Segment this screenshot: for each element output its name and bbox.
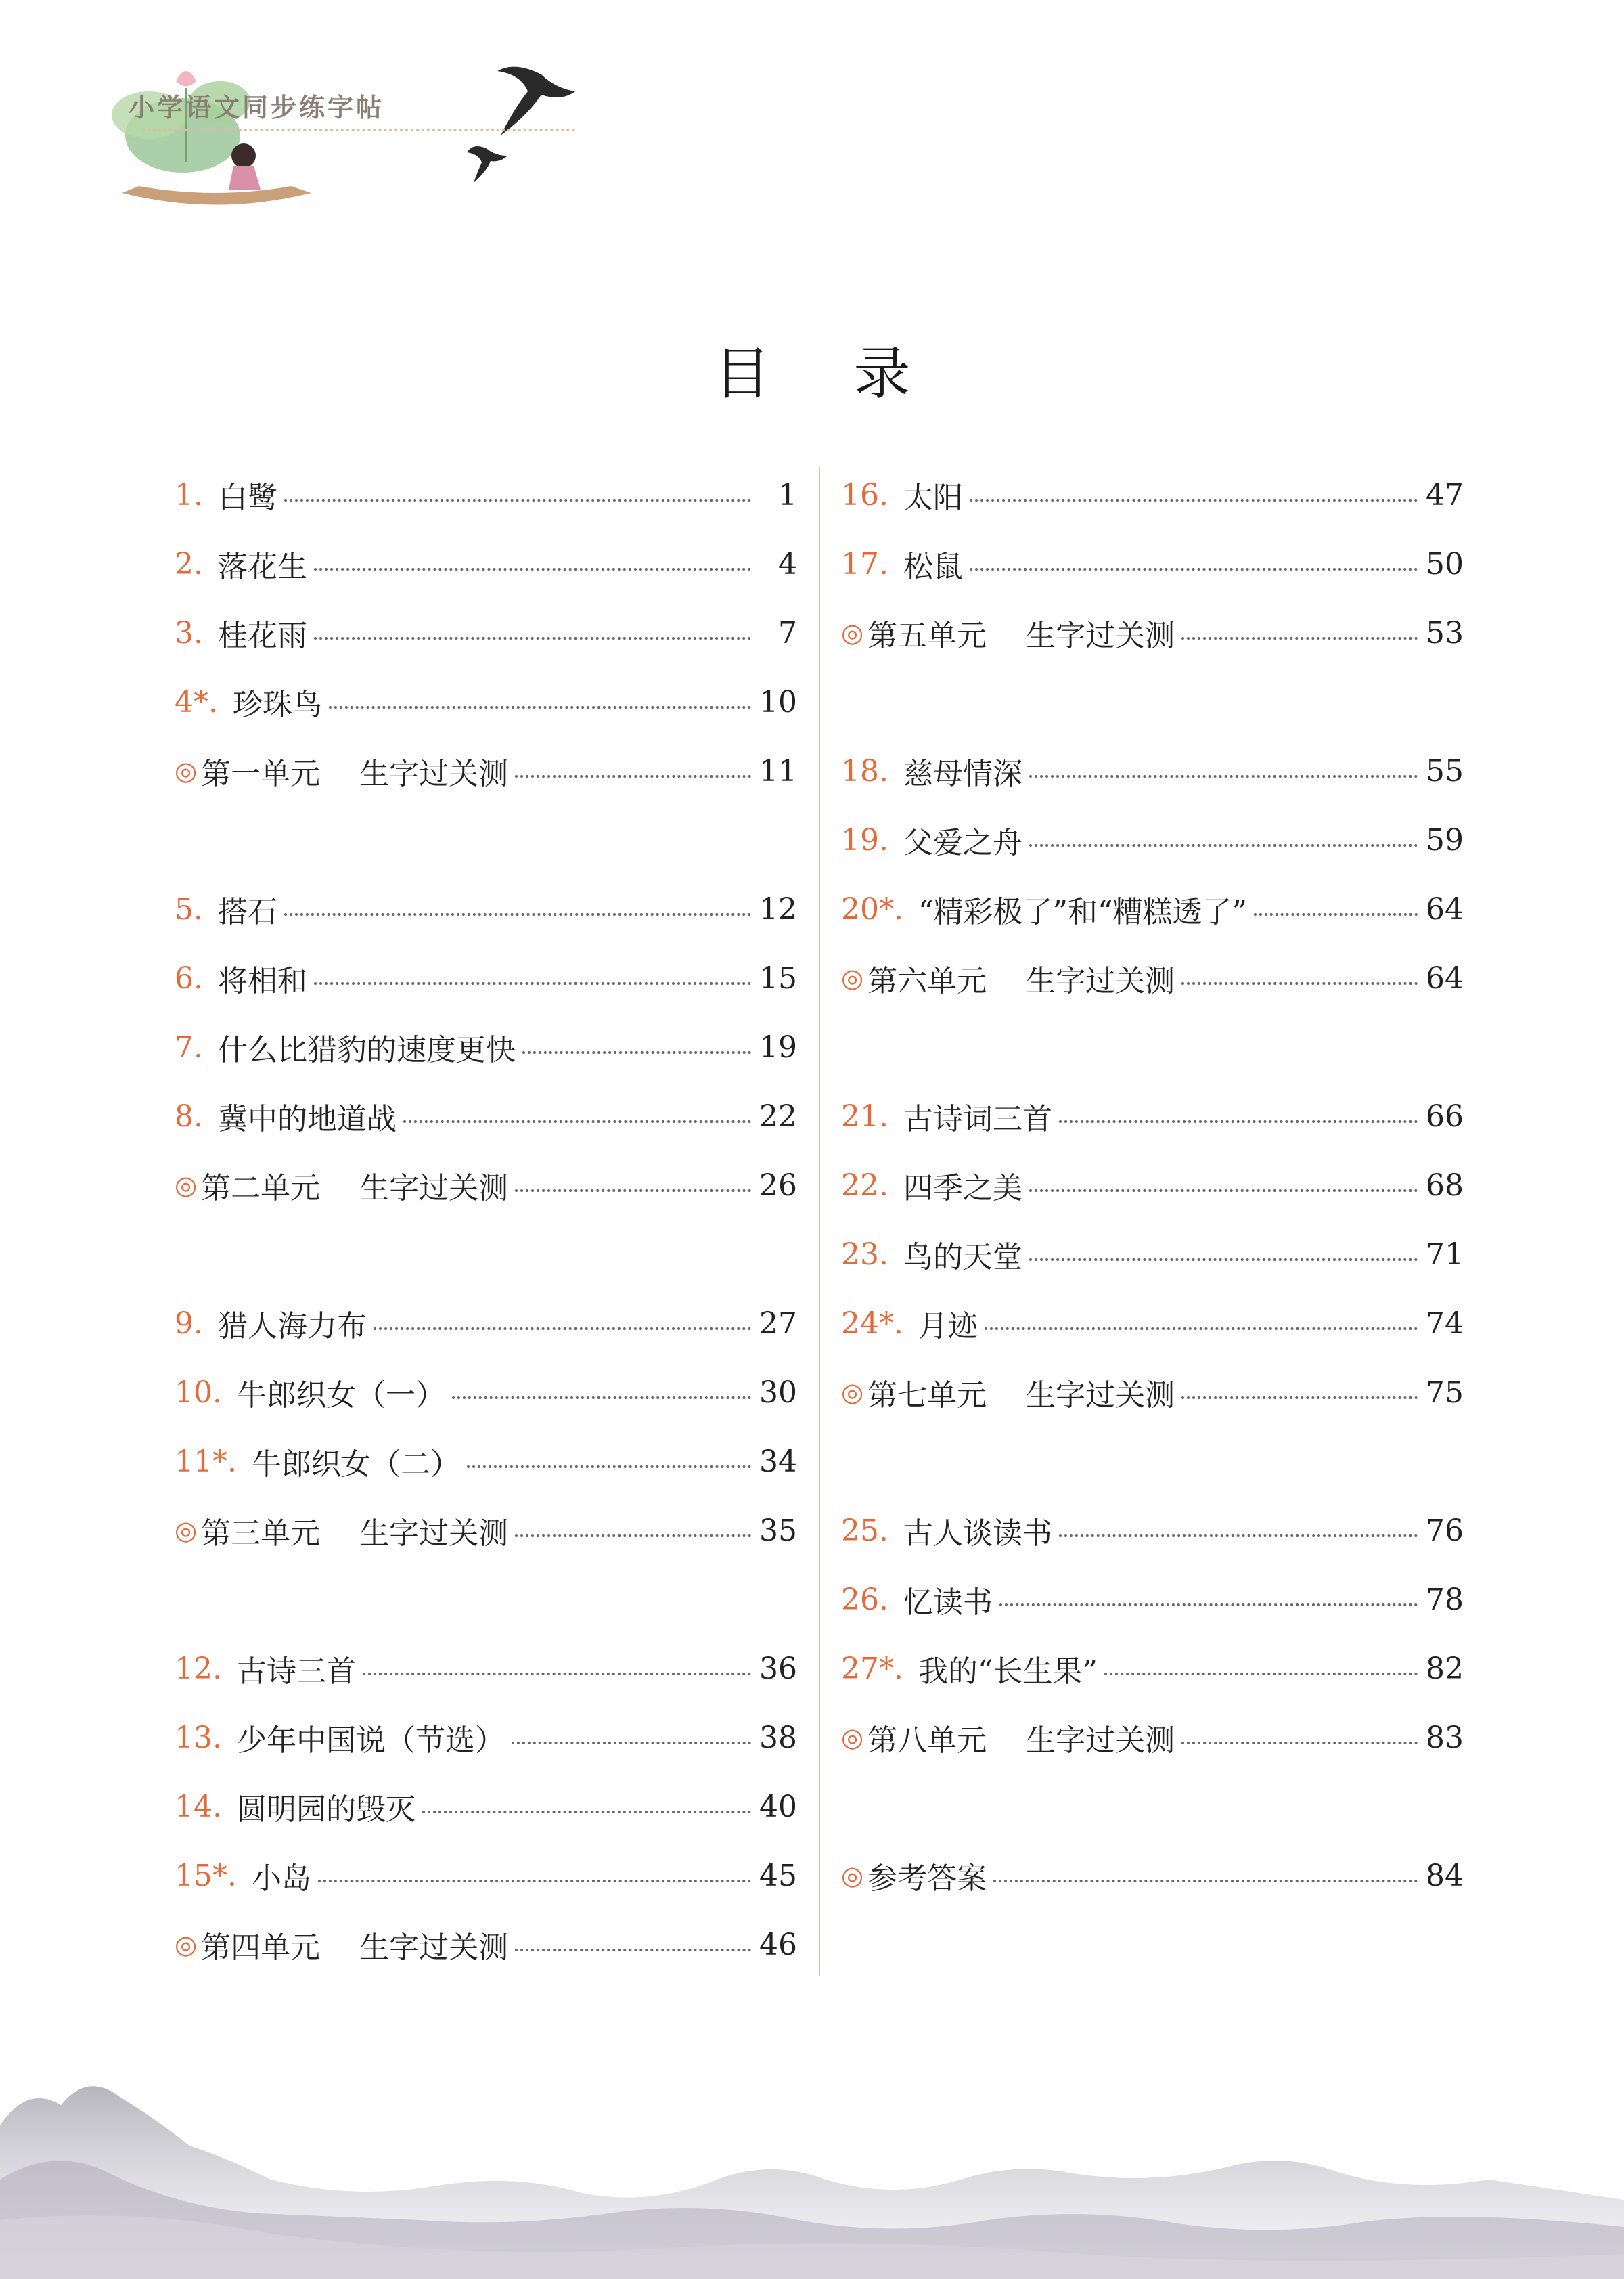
leader-dots xyxy=(1104,1673,1418,1675)
section-spacer xyxy=(841,1772,1464,1841)
leader-dots xyxy=(1181,1742,1418,1744)
page-number: 34 xyxy=(759,1444,797,1479)
page-number: 4 xyxy=(778,546,797,581)
leader-dots xyxy=(403,1120,751,1123)
page-number: 68 xyxy=(1426,1168,1464,1203)
entry-title: 生字过关测 xyxy=(1026,619,1175,653)
unit-name: 第三单元 xyxy=(201,1516,321,1551)
toc-lesson-entry[interactable] xyxy=(175,1289,797,1358)
entry-title: 我的“长生果” xyxy=(918,1654,1098,1689)
entry-title: 慈母情深 xyxy=(903,757,1022,791)
leader-dots xyxy=(515,1534,751,1537)
swallow-icon xyxy=(497,67,575,135)
page-number: 55 xyxy=(1426,753,1464,789)
toc-unit-entry[interactable] xyxy=(175,1496,797,1565)
toc-left-column xyxy=(175,460,797,1979)
toc-lesson-entry[interactable] xyxy=(175,1358,797,1427)
unit-name: 第五单元 xyxy=(867,619,987,653)
entry-title: 生字过关测 xyxy=(359,1516,509,1551)
leader-dots xyxy=(522,1051,751,1054)
brand-title: 小学语文同步练字帖 xyxy=(129,93,385,123)
entry-title: 将相和 xyxy=(217,964,307,998)
toc-lesson-entry[interactable] xyxy=(175,1841,797,1910)
toc-lesson-entry[interactable] xyxy=(175,598,797,667)
page-number: 30 xyxy=(759,1375,797,1410)
double-circle-icon: ◎ xyxy=(175,1515,198,1545)
unit-name: 第七单元 xyxy=(867,1378,987,1413)
lesson-number: 11*. xyxy=(175,1444,237,1479)
page-title: 目 录 xyxy=(713,340,943,407)
toc-lesson-entry[interactable] xyxy=(841,460,1464,529)
toc-right-column xyxy=(841,460,1464,1910)
leader-dots xyxy=(329,706,751,709)
leader-dots xyxy=(515,1949,751,1951)
page-number: 45 xyxy=(759,1858,797,1893)
entry-title: 四季之美 xyxy=(903,1171,1022,1205)
entry-title: 白鹭 xyxy=(217,481,277,515)
page-number: 26 xyxy=(759,1168,797,1203)
double-circle-icon: ◎ xyxy=(841,1377,864,1407)
toc-lesson-entry[interactable] xyxy=(841,1565,1464,1634)
toc-lesson-entry[interactable] xyxy=(175,667,797,736)
leader-dots xyxy=(512,1742,751,1744)
page-number: 11 xyxy=(759,753,797,789)
page-number: 84 xyxy=(1426,1858,1464,1893)
leader-dots xyxy=(314,568,751,571)
toc-lesson-entry[interactable] xyxy=(175,944,797,1013)
toc-unit-entry[interactable] xyxy=(175,736,797,805)
entry-title: 太阳 xyxy=(903,481,963,515)
unit-name: 第二单元 xyxy=(201,1171,321,1205)
entry-title: 牛郎织女（一） xyxy=(236,1378,445,1413)
entry-title: 忆读书 xyxy=(903,1585,993,1620)
entry-title: 落花生 xyxy=(217,550,307,584)
double-circle-icon: ◎ xyxy=(175,756,198,786)
page-number: 53 xyxy=(1426,615,1464,650)
lesson-number: 24*. xyxy=(841,1306,903,1341)
toc-lesson-entry[interactable] xyxy=(841,1151,1464,1220)
page-number: 75 xyxy=(1426,1375,1464,1410)
lesson-number: 20*. xyxy=(841,891,903,927)
leader-dots xyxy=(374,1327,751,1330)
entry-title: 鸟的天堂 xyxy=(903,1240,1022,1275)
leader-dots xyxy=(970,499,1418,502)
page-number: 66 xyxy=(1426,1099,1464,1134)
leader-dots xyxy=(318,1880,751,1882)
lesson-number: 27*. xyxy=(841,1651,903,1686)
double-circle-icon: ◎ xyxy=(841,963,864,993)
leader-dots xyxy=(1029,1189,1418,1192)
page-number: 59 xyxy=(1426,822,1464,858)
entry-title: 小岛 xyxy=(251,1861,311,1896)
double-circle-icon: ◎ xyxy=(841,618,864,648)
entry-title: 古诗词三首 xyxy=(903,1102,1052,1136)
brand-divider xyxy=(142,129,575,131)
page-number: 1 xyxy=(778,477,797,512)
page-number: 82 xyxy=(1426,1651,1464,1686)
page-number: 12 xyxy=(759,891,797,927)
page-number: 74 xyxy=(1426,1306,1464,1341)
page-number: 83 xyxy=(1426,1720,1464,1755)
toc-lesson-entry[interactable] xyxy=(841,875,1464,944)
page-number: 46 xyxy=(759,1927,797,1962)
toc-lesson-entry[interactable] xyxy=(841,805,1464,875)
page-number: 27 xyxy=(759,1306,797,1341)
toc-lesson-entry[interactable] xyxy=(175,1634,797,1703)
leader-dots xyxy=(1181,637,1418,640)
double-circle-icon: ◎ xyxy=(175,1170,198,1200)
unit-name: 第八单元 xyxy=(867,1723,987,1758)
leader-dots xyxy=(999,1603,1418,1606)
toc-lesson-entry[interactable] xyxy=(175,1082,797,1151)
toc-unit-entry[interactable] xyxy=(841,598,1464,667)
leader-dots xyxy=(993,1880,1418,1882)
lesson-number: 3. xyxy=(175,615,203,650)
leader-dots xyxy=(1029,1258,1418,1261)
double-circle-icon: ◎ xyxy=(841,1861,864,1890)
section-spacer xyxy=(841,1427,1464,1496)
toc-unit-entry[interactable] xyxy=(841,1703,1464,1772)
lesson-number: 1. xyxy=(175,477,203,512)
leader-dots xyxy=(1059,1120,1418,1123)
mountain-landscape xyxy=(0,2044,1624,2279)
entry-title: 生字过关测 xyxy=(359,757,509,791)
lesson-number: 15*. xyxy=(175,1858,237,1893)
toc-lesson-entry[interactable] xyxy=(841,1082,1464,1151)
lesson-number: 19. xyxy=(841,822,888,858)
lesson-number: 2. xyxy=(175,546,203,581)
page-number: 35 xyxy=(759,1513,797,1548)
toc-lesson-entry[interactable] xyxy=(841,529,1464,598)
toc-unit-entry[interactable] xyxy=(175,1910,797,1979)
leader-dots xyxy=(985,1327,1418,1330)
leader-dots xyxy=(515,1189,751,1192)
toc-lesson-entry[interactable] xyxy=(175,1703,797,1772)
entry-title: 少年中国说（节选） xyxy=(236,1723,505,1758)
leader-dots xyxy=(970,568,1418,571)
leader-dots xyxy=(1029,844,1418,847)
lesson-number: 10. xyxy=(175,1375,222,1410)
lesson-number: 26. xyxy=(841,1582,888,1617)
toc-unit-entry[interactable] xyxy=(841,1358,1464,1427)
page-number: 36 xyxy=(759,1651,797,1686)
leader-dots xyxy=(1029,775,1418,778)
leader-dots xyxy=(314,637,751,640)
unit-name: 第六单元 xyxy=(867,964,987,998)
double-circle-icon: ◎ xyxy=(175,1930,198,1960)
lesson-number: 16. xyxy=(841,477,888,512)
header-illustration xyxy=(108,54,582,217)
page-number: 50 xyxy=(1426,546,1464,581)
leader-dots xyxy=(1181,982,1418,985)
page-number: 38 xyxy=(759,1720,797,1755)
section-spacer xyxy=(175,805,797,875)
lesson-number: 25. xyxy=(841,1513,888,1548)
unit-name: 第四单元 xyxy=(201,1930,321,1965)
leader-dots xyxy=(1181,1396,1418,1399)
entry-title: 松鼠 xyxy=(903,550,963,584)
entry-title: 古诗三首 xyxy=(236,1654,356,1689)
section-spacer xyxy=(175,1220,797,1289)
page-number: 19 xyxy=(759,1030,797,1065)
leader-dots xyxy=(1059,1534,1418,1537)
leader-dots xyxy=(422,1811,751,1813)
leader-dots xyxy=(284,499,751,502)
entry-title: 什么比猎豹的速度更快 xyxy=(217,1033,516,1067)
lesson-number: 9. xyxy=(175,1306,203,1341)
page-number: 64 xyxy=(1426,891,1464,927)
page-number: 7 xyxy=(778,615,797,650)
page-number: 64 xyxy=(1426,960,1464,996)
section-spacer xyxy=(841,1013,1464,1082)
entry-title: 生字过关测 xyxy=(1026,1723,1175,1758)
lesson-number: 4*. xyxy=(175,684,218,720)
page-number: 22 xyxy=(759,1099,797,1134)
toc-lesson-entry[interactable] xyxy=(175,460,797,529)
lesson-number: 23. xyxy=(841,1237,888,1272)
page-number: 76 xyxy=(1426,1513,1464,1548)
double-circle-icon: ◎ xyxy=(841,1723,864,1752)
leader-dots xyxy=(314,982,751,985)
entry-title: 搭石 xyxy=(217,895,277,929)
entry-title: 生字过关测 xyxy=(359,1171,509,1205)
entry-title: 古人谈读书 xyxy=(903,1516,1052,1551)
toc-unit-entry[interactable] xyxy=(175,1151,797,1220)
entry-title: 生字过关测 xyxy=(359,1930,509,1965)
lesson-number: 7. xyxy=(175,1030,203,1065)
toc-lesson-entry[interactable] xyxy=(841,1289,1464,1358)
lesson-number: 21. xyxy=(841,1099,888,1134)
lesson-number: 13. xyxy=(175,1720,222,1755)
unit-name: 参考答案 xyxy=(867,1861,987,1896)
lesson-number: 5. xyxy=(175,891,203,927)
leader-dots xyxy=(284,913,751,916)
leader-dots xyxy=(1254,913,1418,916)
entry-title: 月迹 xyxy=(918,1309,978,1344)
entry-title: 牛郎织女（二） xyxy=(251,1447,460,1482)
entry-title: “精彩极了”和“糟糕透了” xyxy=(918,895,1247,929)
lesson-number: 12. xyxy=(175,1651,222,1686)
entry-title: 圆明园的毁灭 xyxy=(236,1792,415,1827)
section-spacer xyxy=(175,1565,797,1634)
leader-dots xyxy=(452,1396,751,1399)
entry-title: 珍珠鸟 xyxy=(232,688,322,722)
lesson-number: 14. xyxy=(175,1789,222,1824)
entry-title: 父爱之舟 xyxy=(903,826,1022,860)
toc-lesson-entry[interactable] xyxy=(841,1634,1464,1703)
page-number: 71 xyxy=(1426,1237,1464,1272)
page-number: 10 xyxy=(759,684,797,720)
entry-title: 生字过关测 xyxy=(1026,1378,1175,1413)
entry-title: 冀中的地道战 xyxy=(217,1102,397,1136)
entry-title: 桂花雨 xyxy=(217,619,307,653)
entry-title: 生字过关测 xyxy=(1026,964,1175,998)
page-number: 78 xyxy=(1426,1582,1464,1617)
unit-name: 第一单元 xyxy=(201,757,321,791)
toc-unit-entry[interactable] xyxy=(841,1841,1464,1910)
toc-lesson-entry[interactable] xyxy=(841,736,1464,805)
page-number: 40 xyxy=(759,1789,797,1824)
leader-dots xyxy=(363,1673,751,1675)
lesson-number: 6. xyxy=(175,960,203,996)
page-number: 15 xyxy=(759,960,797,996)
lesson-number: 8. xyxy=(175,1099,203,1134)
toc-lesson-entry[interactable] xyxy=(175,529,797,598)
section-spacer xyxy=(841,667,1464,736)
column-divider xyxy=(819,467,820,1976)
leader-dots xyxy=(515,775,751,778)
toc-lesson-entry[interactable] xyxy=(841,1496,1464,1565)
toc-lesson-entry[interactable] xyxy=(841,1220,1464,1289)
toc-unit-entry[interactable] xyxy=(841,944,1464,1013)
toc-lesson-entry[interactable] xyxy=(175,1427,797,1496)
entry-title: 猎人海力布 xyxy=(217,1309,367,1344)
lesson-number: 22. xyxy=(841,1168,888,1203)
lesson-number: 17. xyxy=(841,546,888,581)
page-number: 47 xyxy=(1426,477,1464,512)
leader-dots xyxy=(467,1465,751,1468)
toc-lesson-entry[interactable] xyxy=(175,875,797,944)
toc-lesson-entry[interactable] xyxy=(175,1013,797,1082)
lesson-number: 18. xyxy=(841,753,888,789)
toc-lesson-entry[interactable] xyxy=(175,1772,797,1841)
